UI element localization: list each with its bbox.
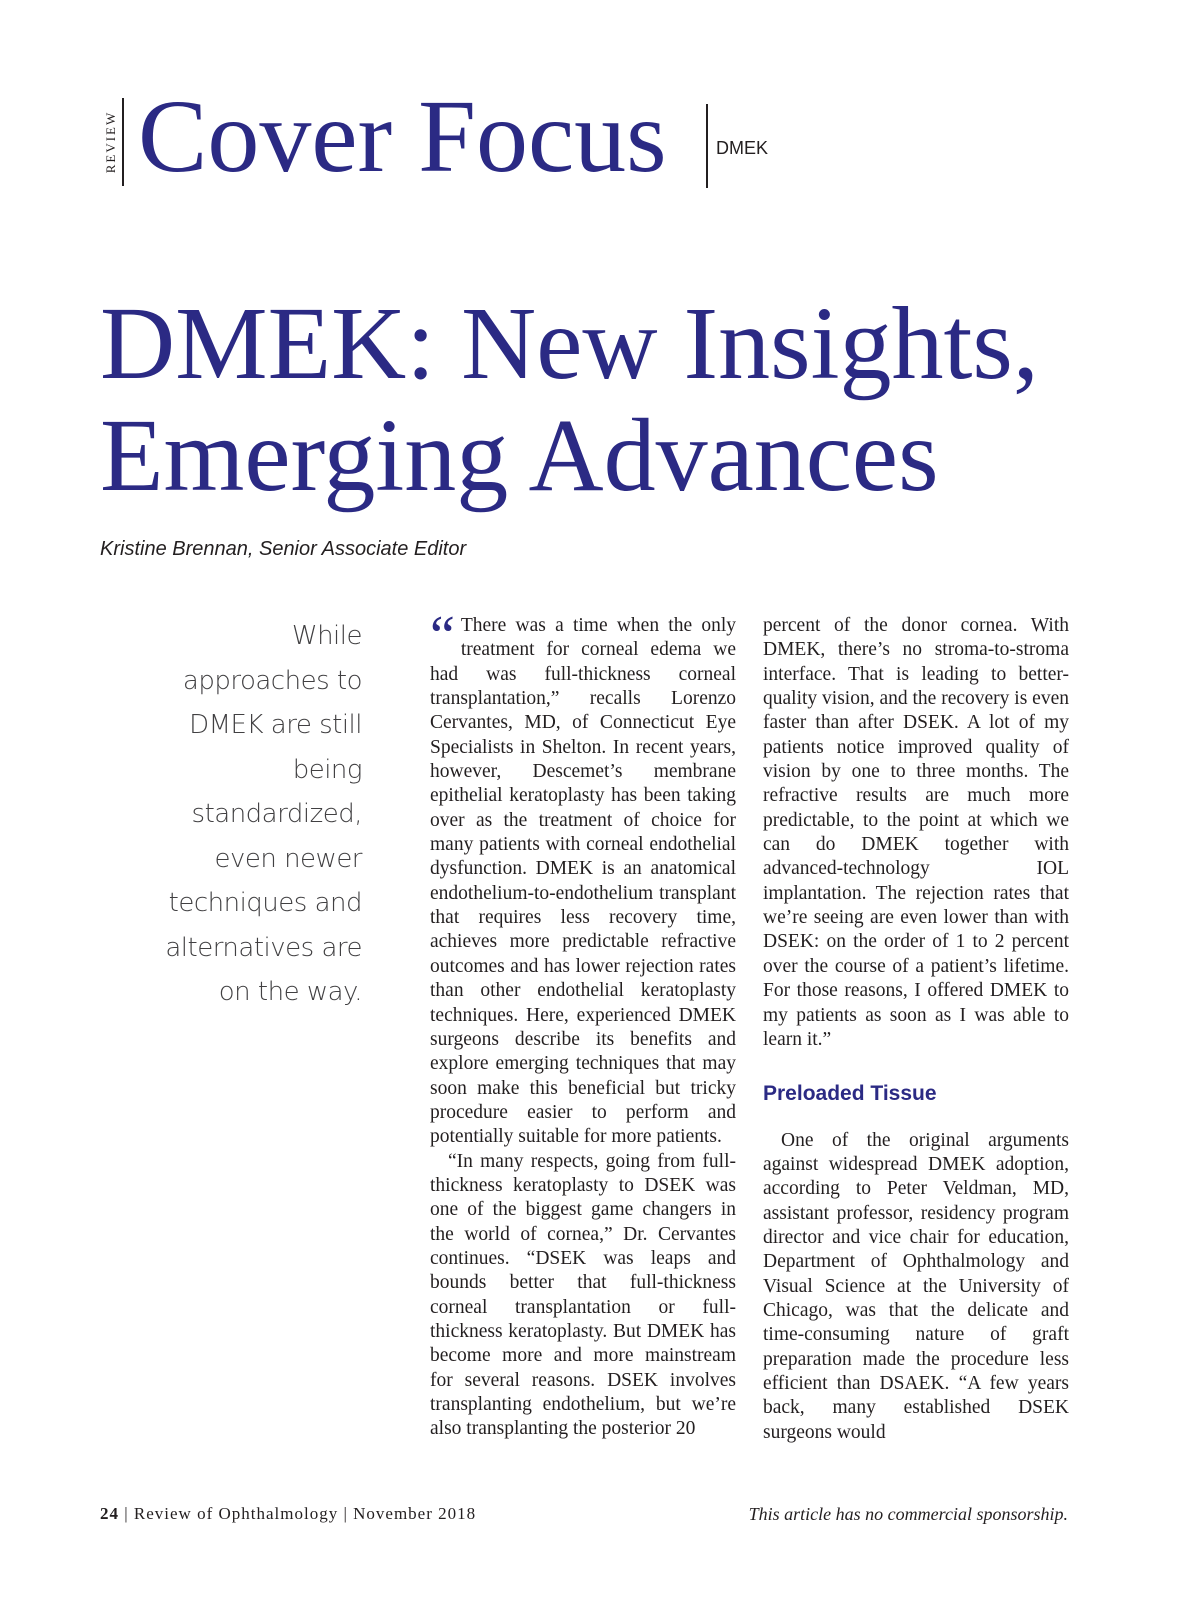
section-subhead: Preloaded Tissue xyxy=(763,1082,937,1106)
issue-date: November 2018 xyxy=(353,1504,477,1523)
subsection-tag xyxy=(706,104,768,188)
article-headline xyxy=(100,288,1120,512)
body-column-2 xyxy=(763,614,1069,1445)
footer-separator-1: | xyxy=(124,1504,129,1523)
body-column-1 xyxy=(430,605,736,1442)
headline-line-2: Emerging Advances xyxy=(100,398,939,513)
headline-line-1: DMEK: New Insights, xyxy=(100,286,1039,401)
footer-folio xyxy=(100,1504,476,1524)
section-title: Cover Focus xyxy=(138,79,667,194)
byline: Kristine Brennan, Senior Associate Editor xyxy=(100,538,467,560)
body-paragraph-2: “In many respects, going from full-thickness keratoplasty to DSEK was one of the biggest game changers in the world of cornea,” Dr. Cervantes continues. “DSEK was leaps and bounds better that full-thickness corneal transplantation or full-thickness keratoplasty. But DMEK has become more and more mainstream for several reasons. DSEK involves transplanting endothelium, but we’re also transplanting the posterior 20 xyxy=(430,1150,736,1440)
publication-name: Review of Ophthalmology xyxy=(133,1504,339,1523)
body-paragraph-2-continued: percent of the donor cornea. With DMEK, there’s no stroma-to-stroma interface. That is leading to better-quality vision, and the recovery is even faster than after DSEK. A lot of my patients notice improved quality of vision by one to three months. The refractive results are much more predictable, to the point at which we can do DMEK together with advanced-technology IOL implantation. The rejection rates that we’re seeing are even lower than with DSEK: on the order of 1 to 2 percent over the course of a patient’s lifetime. For those reasons, I offered DMEK to my patients as soon as I was able to learn it.” xyxy=(763,615,1069,1050)
drop-quote-mark: “ xyxy=(430,605,455,667)
paragraph-1-text: There was a time when the only treatment for corneal edema we had was full-thickness corneal transplantation,” recalls Lorenzo Cervantes, MD, of Connecticut Eye Specialists in Shelton. In recent years, however, Descemet’s membrane epithelial keratoplasty has been taking over as the treatment of choice for many patients with corneal endothelial dysfunction. DMEK is an anatomical endothelium-to-endothelium transplant that requires less recovery time, achieves more predictable refractive outcomes and has lower rejection rates than other endothelial keratoplasty techniques. Here, experienced DMEK surgeons describe its benefits and explore emerging techniques that may soon make this beneficial but tricky procedure easier to perform and potentially suitable for more patients. xyxy=(430,615,736,1148)
pull-quote: While approaches to DMEK are still being standardized, even newer techniques and alternatives are on the way. xyxy=(165,621,362,1007)
review-tag xyxy=(100,98,124,186)
body-paragraph-1 xyxy=(430,605,736,1150)
review-tag-text: REVIEW xyxy=(103,110,118,174)
page-number: 24 xyxy=(100,1504,119,1523)
sponsorship-note: This article has no commercial sponsorship. xyxy=(748,1504,1068,1524)
body-paragraph-3: One of the original arguments against widespread DMEK adoption, according to Peter Veldman, MD, assistant professor, residency program director and vice chair for education, Department of Ophthalmology and Visual Science at the University of Chicago, was that the delicate and time-consuming nature of graft preparation made the procedure less efficient than DSAEK. “A few years back, many established DSEK surgeons would xyxy=(763,1129,1069,1443)
footer-separator-2: | xyxy=(343,1504,348,1523)
subsection-text: DMEK xyxy=(716,138,769,158)
